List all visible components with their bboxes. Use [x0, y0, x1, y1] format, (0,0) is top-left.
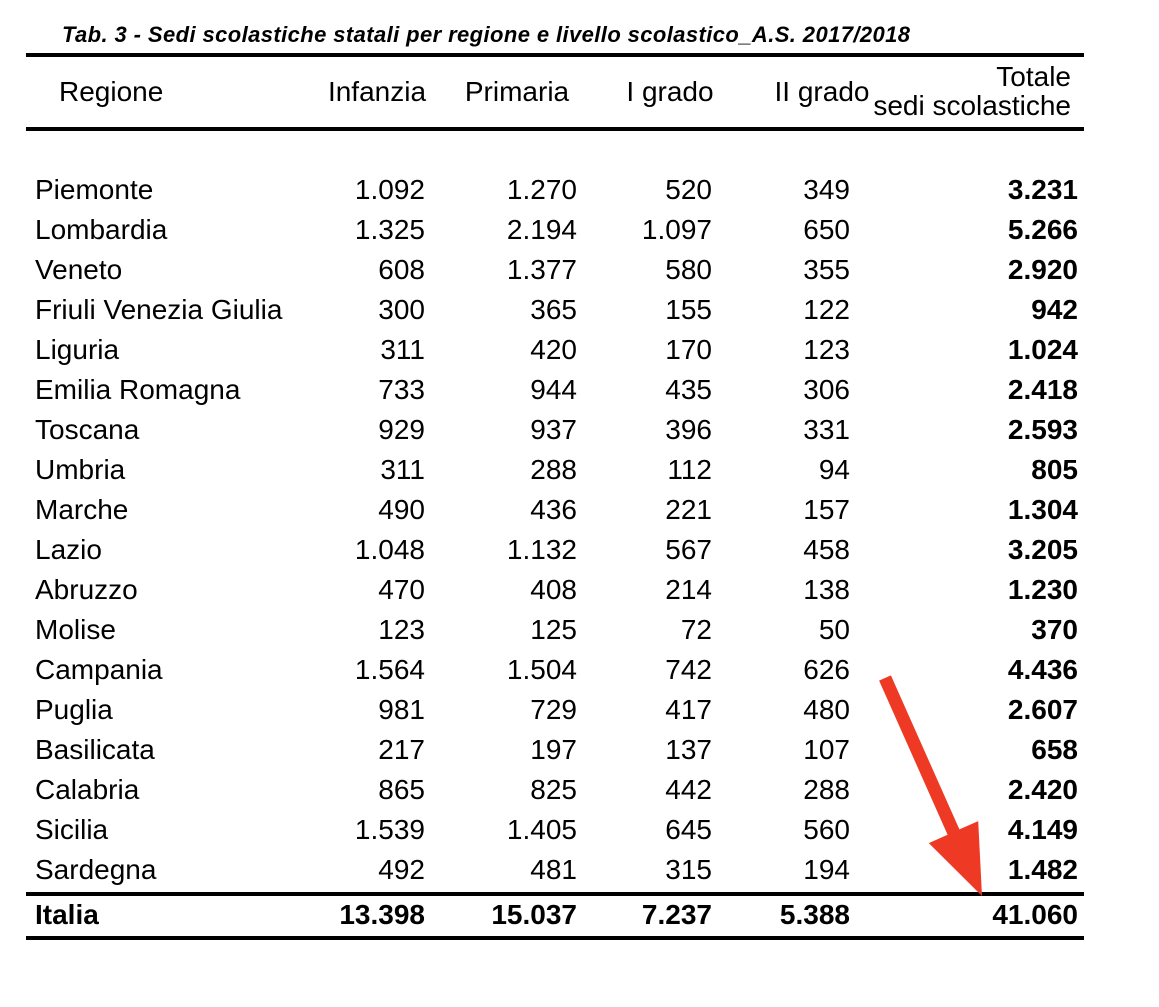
cell-totale: 1.304 — [1007, 494, 1078, 525]
cell-primaria: 15.037 — [491, 899, 577, 930]
region-name: Toscana — [35, 414, 140, 445]
cell-infanzia: 217 — [378, 734, 425, 765]
cell-ii-grado: 107 — [803, 734, 850, 765]
cell-ii-grado: 123 — [803, 334, 850, 365]
cell-i-grado: 72 — [680, 614, 712, 645]
cell-primaria: 1.377 — [506, 254, 577, 285]
cell-i-grado: 520 — [665, 174, 712, 205]
cell-infanzia: 123 — [378, 614, 425, 645]
cell-primaria: 288 — [530, 454, 577, 485]
cell-primaria: 825 — [530, 774, 577, 805]
cell-primaria: 2.194 — [506, 214, 577, 245]
region-name: Lazio — [35, 534, 102, 565]
region-name: Umbria — [35, 454, 126, 485]
cell-primaria: 944 — [530, 374, 577, 405]
cell-totale: 2.607 — [1007, 694, 1078, 725]
table-row — [0, 290, 1159, 330]
cell-i-grado: 214 — [665, 574, 712, 605]
cell-i-grado: 137 — [665, 734, 712, 765]
cell-primaria: 1.132 — [506, 534, 577, 565]
cell-ii-grado: 138 — [803, 574, 850, 605]
cell-i-grado: 170 — [665, 334, 712, 365]
cell-totale: 4.149 — [1007, 814, 1078, 845]
table-row — [0, 410, 1159, 450]
cell-ii-grado: 306 — [803, 374, 850, 405]
cell-ii-grado: 355 — [803, 254, 850, 285]
table-title: Tab. 3 - Sedi scolastiche statali per regione e livello scolastico_A.S. 2017/2018 — [62, 22, 911, 47]
cell-totale: 41.060 — [992, 899, 1078, 930]
cell-infanzia: 929 — [378, 414, 425, 445]
region-name: Emilia Romagna — [35, 374, 241, 405]
col-header-totale-line1: Totale — [996, 61, 1071, 92]
cell-totale: 3.231 — [1007, 174, 1078, 205]
cell-primaria: 1.270 — [506, 174, 577, 205]
cell-primaria: 197 — [530, 734, 577, 765]
table-row — [0, 250, 1159, 290]
cell-i-grado: 221 — [665, 494, 712, 525]
table-row — [0, 570, 1159, 610]
cell-primaria: 937 — [530, 414, 577, 445]
cell-i-grado: 567 — [665, 534, 712, 565]
cell-primaria: 1.405 — [506, 814, 577, 845]
region-name: Abruzzo — [35, 574, 138, 605]
col-header-ii-grado: II grado — [774, 76, 870, 107]
cell-infanzia: 470 — [378, 574, 425, 605]
cell-ii-grado: 480 — [803, 694, 850, 725]
table-row — [0, 450, 1159, 490]
cell-infanzia: 1.539 — [354, 814, 425, 845]
cell-totale: 5.266 — [1007, 214, 1078, 245]
cell-totale: 1.024 — [1007, 334, 1078, 365]
cell-totale: 1.230 — [1007, 574, 1078, 605]
cell-totale: 2.418 — [1007, 374, 1078, 405]
cell-infanzia: 311 — [380, 454, 425, 485]
cell-ii-grado: 650 — [803, 214, 850, 245]
cell-ii-grado: 626 — [803, 654, 850, 685]
cell-infanzia: 1.048 — [354, 534, 425, 565]
cell-i-grado: 396 — [665, 414, 712, 445]
cell-infanzia: 865 — [378, 774, 425, 805]
cell-i-grado: 645 — [665, 814, 712, 845]
cell-totale: 2.920 — [1007, 254, 1078, 285]
cell-totale: 1.482 — [1007, 854, 1078, 885]
cell-infanzia: 300 — [378, 294, 425, 325]
cell-ii-grado: 94 — [818, 454, 850, 485]
cell-primaria: 365 — [530, 294, 577, 325]
region-name: Sardegna — [35, 854, 157, 885]
cell-i-grado: 7.237 — [641, 899, 712, 930]
region-name: Campania — [35, 654, 163, 685]
cell-infanzia: 1.564 — [354, 654, 425, 685]
region-name: Friuli Venezia Giulia — [35, 294, 283, 325]
cell-primaria: 729 — [530, 694, 577, 725]
table-row — [0, 370, 1159, 410]
cell-primaria: 436 — [530, 494, 577, 525]
region-name: Italia — [35, 899, 99, 930]
cell-infanzia: 13.398 — [339, 899, 425, 930]
region-name: Puglia — [35, 694, 113, 725]
cell-infanzia: 492 — [378, 854, 425, 885]
region-name: Veneto — [35, 254, 123, 285]
region-name: Lombardia — [35, 214, 168, 245]
cell-totale: 658 — [1031, 734, 1078, 765]
cell-i-grado: 1.097 — [641, 214, 712, 245]
cell-i-grado: 315 — [665, 854, 712, 885]
col-header-totale — [873, 62, 1071, 120]
table-row — [0, 490, 1159, 530]
cell-primaria: 481 — [530, 854, 577, 885]
cell-ii-grado: 331 — [803, 414, 850, 445]
cell-ii-grado: 157 — [803, 494, 850, 525]
cell-totale: 2.593 — [1007, 414, 1078, 445]
cell-infanzia: 311 — [380, 334, 425, 365]
red-arrow-icon — [830, 650, 1010, 910]
region-name: Molise — [35, 614, 116, 645]
cell-infanzia: 981 — [378, 694, 425, 725]
table-bottom-rule — [26, 936, 1084, 940]
cell-i-grado: 417 — [665, 694, 712, 725]
cell-ii-grado: 560 — [803, 814, 850, 845]
cell-totale: 4.436 — [1007, 654, 1078, 685]
cell-i-grado: 112 — [667, 454, 712, 485]
region-name: Marche — [35, 494, 129, 525]
cell-primaria: 420 — [530, 334, 577, 365]
region-name: Calabria — [35, 774, 140, 805]
cell-totale: 2.420 — [1007, 774, 1078, 805]
region-name: Liguria — [35, 334, 120, 365]
cell-primaria: 125 — [530, 614, 577, 645]
cell-i-grado: 155 — [665, 294, 712, 325]
table-row — [0, 610, 1159, 650]
cell-infanzia: 733 — [378, 374, 425, 405]
cell-ii-grado: 349 — [803, 174, 850, 205]
region-name: Piemonte — [35, 174, 154, 205]
cell-infanzia: 1.092 — [354, 174, 425, 205]
cell-infanzia: 1.325 — [354, 214, 425, 245]
cell-i-grado: 742 — [665, 654, 712, 685]
cell-i-grado: 435 — [665, 374, 712, 405]
header-bottom-rule — [26, 127, 1084, 131]
col-header-regione: Regione — [59, 76, 164, 107]
table-row — [0, 330, 1159, 370]
cell-totale: 942 — [1031, 294, 1078, 325]
cell-i-grado: 442 — [665, 774, 712, 805]
region-name: Basilicata — [35, 734, 155, 765]
cell-infanzia: 490 — [378, 494, 425, 525]
cell-totale: 805 — [1031, 454, 1078, 485]
table-row — [0, 530, 1159, 570]
table-row — [0, 210, 1159, 250]
col-header-infanzia: Infanzia — [327, 76, 427, 107]
cell-totale: 3.205 — [1007, 534, 1078, 565]
red-arrow-shape — [879, 675, 982, 896]
cell-ii-grado: 194 — [803, 854, 850, 885]
cell-i-grado: 580 — [665, 254, 712, 285]
region-name: Sicilia — [35, 814, 109, 845]
cell-ii-grado: 122 — [803, 294, 850, 325]
cell-primaria: 1.504 — [506, 654, 577, 685]
table-row — [0, 170, 1159, 210]
col-header-totale-line2: sedi scolastiche — [873, 90, 1071, 121]
col-header-primaria: Primaria — [464, 76, 570, 107]
cell-primaria: 408 — [530, 574, 577, 605]
cell-infanzia: 608 — [378, 254, 425, 285]
cell-ii-grado: 5.388 — [779, 899, 850, 930]
cell-ii-grado: 458 — [803, 534, 850, 565]
cell-ii-grado: 50 — [818, 614, 850, 645]
col-header-i-grado: I grado — [626, 76, 714, 107]
cell-ii-grado: 288 — [803, 774, 850, 805]
cell-totale: 370 — [1031, 614, 1078, 645]
